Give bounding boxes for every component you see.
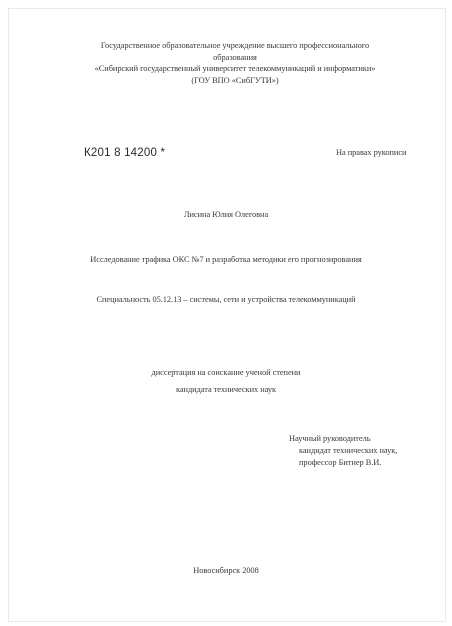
advisor-name: профессор Битнер В.И. bbox=[299, 458, 382, 467]
advisor-degree: кандидат технических наук, bbox=[299, 446, 398, 455]
degree-line: кандидата технических наук bbox=[175, 385, 277, 394]
rights-note: На правах рукописи bbox=[336, 148, 407, 157]
dissertation-title: Исследование трафика ОКС №7 и разработка методики его прогнозирования bbox=[90, 255, 362, 264]
header-line: образования bbox=[213, 52, 257, 62]
city-year: Новосибирск 2008 bbox=[193, 566, 259, 575]
degree-line: диссертация на соискание ученой степени bbox=[151, 368, 301, 377]
advisor-label: Научный руководитель bbox=[289, 434, 371, 443]
institution-header bbox=[70, 40, 400, 86]
degree-block bbox=[0, 364, 452, 398]
header-line: Государственное образовательное учреждение высшего профессионального bbox=[100, 41, 370, 50]
specialty-line: Специальность 05.12.13 – системы, сети и устройства телекоммуникаций bbox=[96, 295, 356, 304]
archive-code: К201 8 14200 * bbox=[84, 147, 166, 159]
header-line: «Сибирский государственный университет телекоммуникаций и информатики» bbox=[94, 64, 376, 73]
author-name: Лисина Юлия Олеговна bbox=[183, 210, 269, 219]
scientific-advisor bbox=[289, 433, 397, 469]
header-line: (ГОУ ВПО «СибГУТИ») bbox=[191, 75, 279, 85]
page-border bbox=[8, 8, 446, 622]
